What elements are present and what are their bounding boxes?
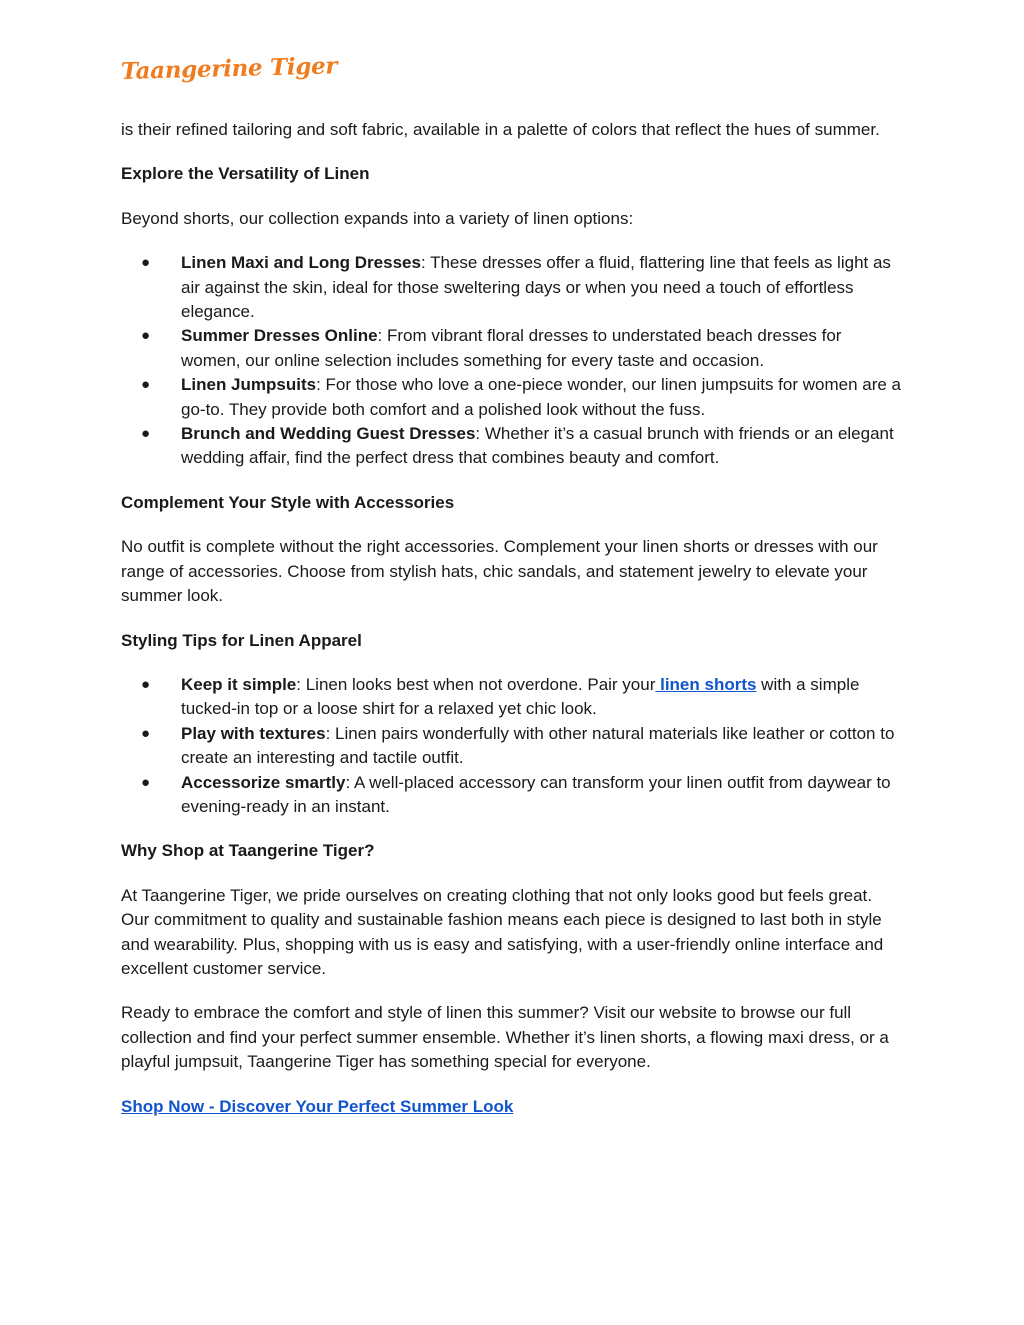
section-heading-styling: Styling Tips for Linen Apparel bbox=[121, 630, 362, 650]
list-item-text: : From vibrant floral dresses to understated beach dresses for women, our online selection includes something for every taste and occasion. bbox=[181, 326, 842, 370]
bullet-icon: ● bbox=[141, 254, 151, 272]
list-item-title: Accessorize smartly bbox=[181, 772, 346, 792]
section-text-versatility: Beyond shorts, our collection expands into a variety of linen options: bbox=[121, 208, 634, 228]
section-heading-accessories: Complement Your Style with Accessories bbox=[121, 492, 455, 512]
ready-paragraph: Ready to embrace the comfort and style of linen this summer? Visit our website to browse our full collection and find your perfect summer ensemble. Whether it’s linen shorts, a flowing maxi dress, or a playful jumpsuit, Taangerine Tiger has something special for everyone. bbox=[121, 1003, 889, 1072]
list-item-text: with a simple tucked-in top or a loose shirt for a relaxed yet chic look. bbox=[181, 674, 860, 719]
list-item bbox=[121, 373, 901, 422]
list-item bbox=[121, 771, 901, 820]
list-item-title: Summer Dresses Online bbox=[181, 326, 378, 346]
list-item-title: Linen Jumpsuits bbox=[181, 375, 317, 395]
list-item bbox=[121, 422, 901, 471]
brand-logo: Taangerine Tiger bbox=[120, 52, 338, 85]
intro-paragraph: is their refined tailoring and soft fabric, available in a palette of colors that reflect the hues of summer. bbox=[121, 120, 880, 139]
list-item-text: : Linen looks best when not overdone. Pair your bbox=[296, 674, 656, 694]
list-item-text: : A well-placed accessory can transform your linen outfit from daywear to evening-ready in an instant. bbox=[181, 772, 891, 816]
list-item-title: Linen Maxi and Long Dresses bbox=[181, 253, 421, 273]
list-item bbox=[121, 324, 901, 373]
list-item-title: Keep it simple bbox=[181, 674, 297, 694]
list-item bbox=[121, 673, 901, 722]
bullet-icon: ● bbox=[141, 327, 151, 345]
list-item-text: : Linen pairs wonderfully with other natural materials like leather or cotton to create an interesting and tactile outfit. bbox=[181, 723, 895, 768]
list-item bbox=[121, 251, 901, 324]
linen-shorts-link[interactable]: linen shorts bbox=[655, 674, 757, 694]
document-body bbox=[121, 118, 901, 1139]
section-heading-why-shop: Why Shop at Taangerine Tiger? bbox=[121, 841, 375, 861]
styling-tips-list bbox=[121, 673, 901, 819]
section-heading-versatility: Explore the Versatility of Linen bbox=[121, 164, 370, 184]
bullet-icon: ● bbox=[141, 724, 151, 742]
linen-options-list bbox=[121, 251, 901, 471]
cta-container bbox=[121, 1095, 901, 1119]
list-item-text: : Whether it’s a casual brunch with friends or an elegant wedding affair, find the perfect dress that combines beauty and comfort. bbox=[181, 424, 894, 468]
bullet-icon: ● bbox=[141, 425, 151, 443]
list-item bbox=[121, 722, 901, 771]
bullet-icon: ● bbox=[141, 376, 151, 394]
bullet-icon: ● bbox=[141, 773, 151, 791]
list-item-text: : These dresses offer a fluid, flattering line that feels as light as air against the skin, ideal for those sweltering days or when you need a touch of effortless elegance. bbox=[181, 253, 891, 322]
section-text-accessories: No outfit is complete without the right accessories. Complement your linen shorts or dresses with our range of accessories. Choose from stylish hats, chic sandals, and statement jewelry to elevate your summer look. bbox=[121, 537, 878, 606]
list-item-title: Play with textures bbox=[181, 723, 326, 743]
shop-now-link[interactable]: Shop Now - Discover Your Perfect Summer Look bbox=[121, 1096, 514, 1116]
list-item-text: : For those who love a one-piece wonder, our linen jumpsuits for women are a go-to. They provide both comfort and a polished look without the fuss. bbox=[181, 375, 902, 419]
list-item-title: Brunch and Wedding Guest Dresses bbox=[181, 424, 476, 444]
bullet-icon: ● bbox=[141, 675, 151, 693]
why-shop-paragraph: At Taangerine Tiger, we pride ourselves on creating clothing that not only looks good but feels great. Our commitment to quality and sustainable fashion means each piece is designed to last both in style and wearability. Plus, shopping with us is easy and satisfying, with a user-friendly online interface and excellent customer service. bbox=[121, 885, 884, 978]
